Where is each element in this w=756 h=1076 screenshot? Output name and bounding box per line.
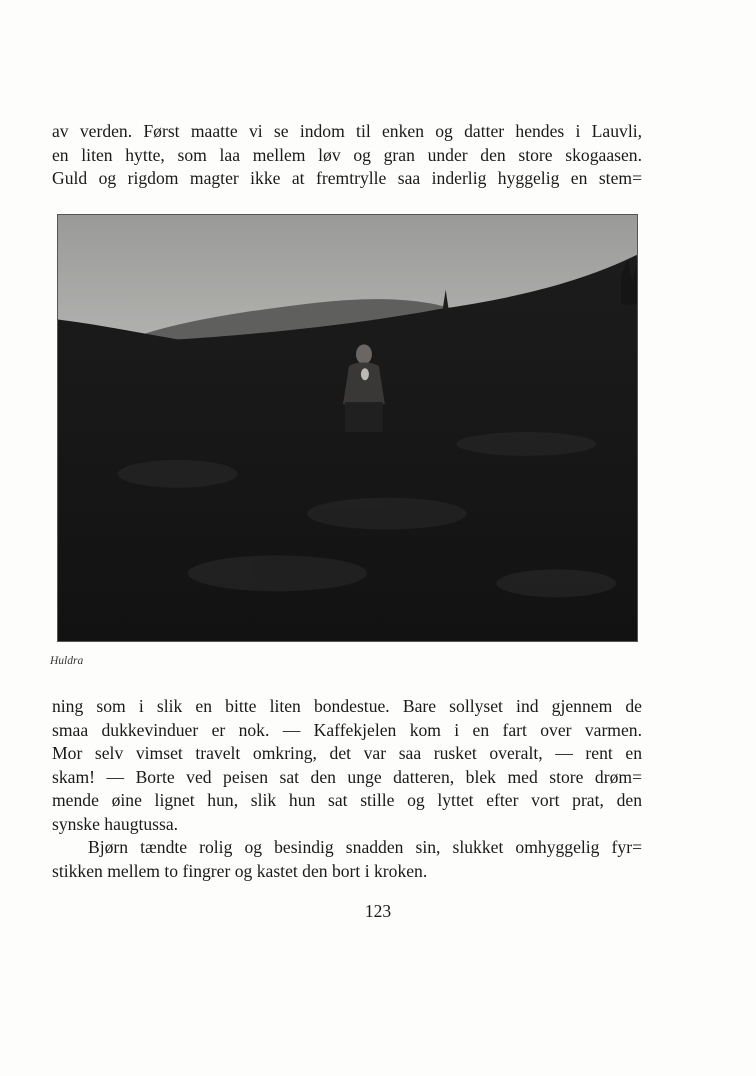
text-line: en liten hytte, som laa mellem løv og gran under den store skogaasen. (52, 144, 642, 165)
text-line: av verden. Først maatte vi se indom til enken og datter hendes i Lauvli, (52, 121, 642, 141)
text-line: Bjørn tændte rolig og besindig snadden sin, slukket omhyggelig fyr= (88, 837, 642, 857)
paragraph-body (52, 695, 642, 883)
photo-caption: Huldra (50, 655, 84, 667)
page-number: 123 (364, 901, 392, 921)
text-line: stikken mellem to fingrer og kastet den bort i kroken. (52, 860, 428, 881)
text-line: ning som i slik en bitte liten bondestue. Bare sollyset ind gjennem de (52, 696, 642, 716)
text-line: mende øine lignet hun, slik hun sat stille og lyttet efter vort prat, den (52, 790, 642, 810)
paragraph-top (52, 120, 642, 191)
text-line: smaa dukkevinduer er nok. — Kaffekjelen kom i en fart over varmen. (52, 719, 642, 740)
text-line: Guld og rigdom magter ikke at fremtrylle saa inderlig hyggelig en stem= (52, 168, 642, 188)
photograph-huldra (57, 214, 638, 642)
text-line: Mor selv vimset travelt omkring, det var saa rusket overalt, — rent en (52, 743, 642, 763)
text-line: skam! — Borte ved peisen sat den unge datteren, blek med store drøm= (52, 766, 642, 787)
text-line: synske haugtussa. (52, 813, 179, 834)
landscape-photo-image (58, 215, 637, 641)
